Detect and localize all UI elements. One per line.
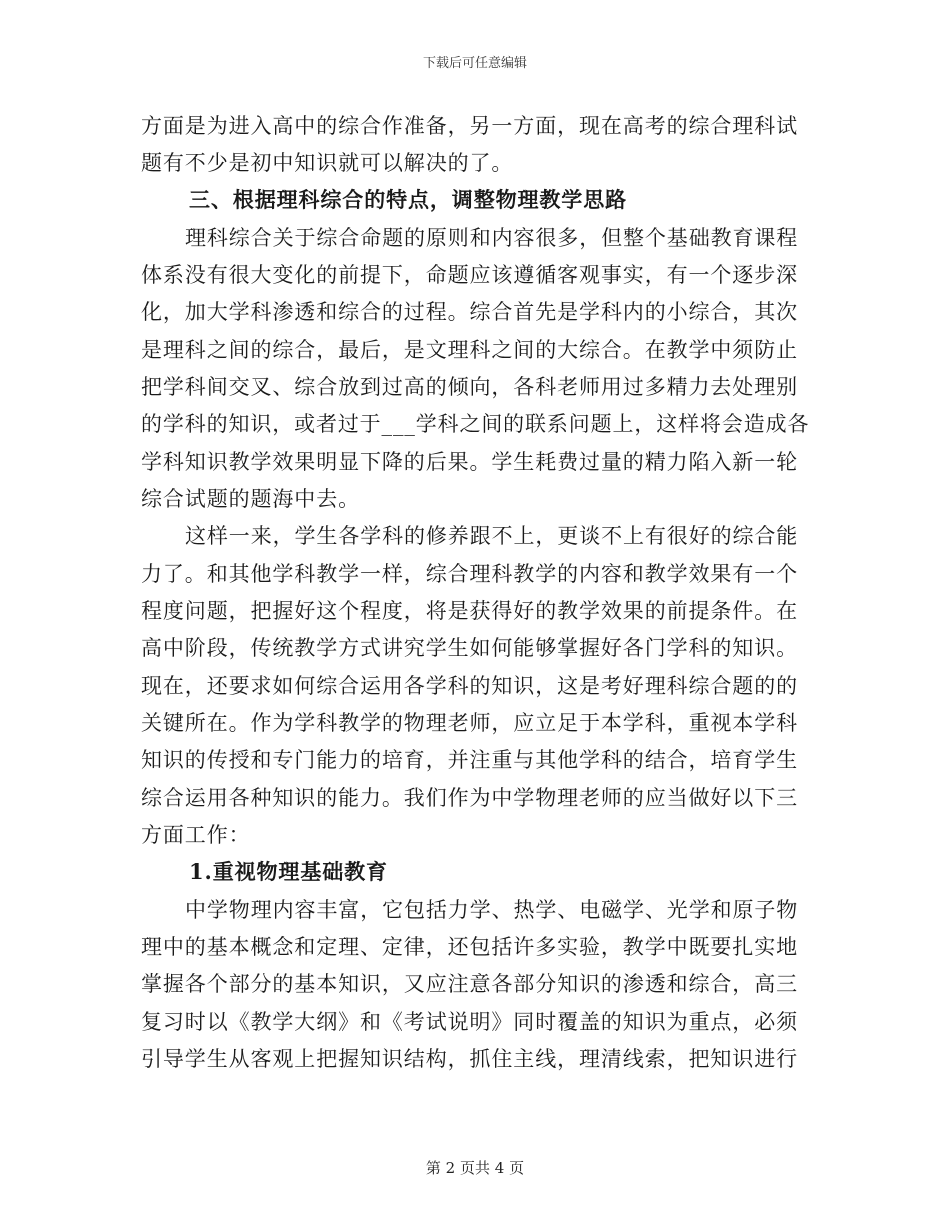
text-line: 方面工作： — [141, 823, 251, 847]
text-line: 化，加大学科渗透和综合的过程。综合首先是学科内的小综合，其次 — [141, 300, 798, 324]
text-line: 的学科的知识，或者过于___学科之间的联系问题上，这样将会造成各 — [141, 412, 810, 436]
text-line: 题有不少是初中知识就可以解决的了。 — [141, 151, 514, 175]
subsection-heading: 1.重视物理基础教育 — [189, 859, 388, 884]
text-line: 关键所在。作为学科教学的物理老师，应立足于本学科，重视本学科 — [141, 711, 798, 735]
text-line: 高中阶段，传统教学方式讲究学生如何能够掌握好各门学科的知识。 — [141, 636, 798, 660]
text-line: 综合试题的题海中去。 — [141, 487, 360, 511]
text-line: 力了。和其他学科教学一样，综合理科教学的内容和教学效果有一个 — [141, 562, 798, 586]
text-line: 学科知识教学效果明显下降的后果。学生耗费过量的精力陷入新一轮 — [141, 450, 798, 474]
text-line: 理科综合关于综合命题的原则和内容很多，但整个基础教育课程 — [185, 226, 799, 250]
text-line: 把学科间交叉、综合放到过高的倾向，各科老师用过多精力去处理别 — [141, 375, 798, 399]
text-line: 知识的传授和专门能力的培育，并注重与其他学科的结合，培育学生 — [141, 748, 798, 772]
text-line: 中学物理内容丰富，它包括力学、热学、电磁学、光学和原子物 — [185, 898, 799, 922]
text-line: 是理科之间的综合，最后，是文理科之间的大综合。在教学中须防止 — [141, 338, 798, 362]
text-line: 体系没有很大变化的前提下，命题应该遵循客观事实，有一个逐步深 — [141, 263, 798, 287]
page-number: 第 2 页共 4 页 — [425, 1159, 525, 1177]
text-line: 现在，还要求如何综合运用各学科的知识，这是考好理科综合题的的 — [141, 674, 798, 698]
text-line: 程度问题，把握好这个程度，将是获得好的教学效果的前提条件。在 — [141, 599, 798, 623]
text-line: 理中的基本概念和定理、定律，还包括许多实验，教学中既要扎实地 — [141, 935, 798, 959]
section-heading: 三、根据理科综合的特点，调整物理教学思路 — [189, 187, 627, 212]
text-line: 掌握各个部分的基本知识，又应注意各部分知识的渗透和综合，高三 — [141, 972, 798, 996]
text-line: 引导学生从客观上把握知识结构，抓住主线，理清线索，把知识进行 — [141, 1047, 798, 1071]
text-line: 方面是为进入高中的综合作准备，另一方面，现在高考的综合理科试 — [141, 114, 798, 138]
text-line: 综合运用各种知识的能力。我们作为中学物理老师的应当做好以下三 — [141, 786, 798, 810]
page-header: 下载后可任意编辑 — [422, 56, 527, 71]
text-line: 这样一来，学生各学科的修养跟不上，更谈不上有很好的综合能 — [185, 524, 799, 548]
text-line: 复习时以《教学大纲》和《考试说明》同时覆盖的知识为重点，必须 — [141, 1010, 798, 1034]
